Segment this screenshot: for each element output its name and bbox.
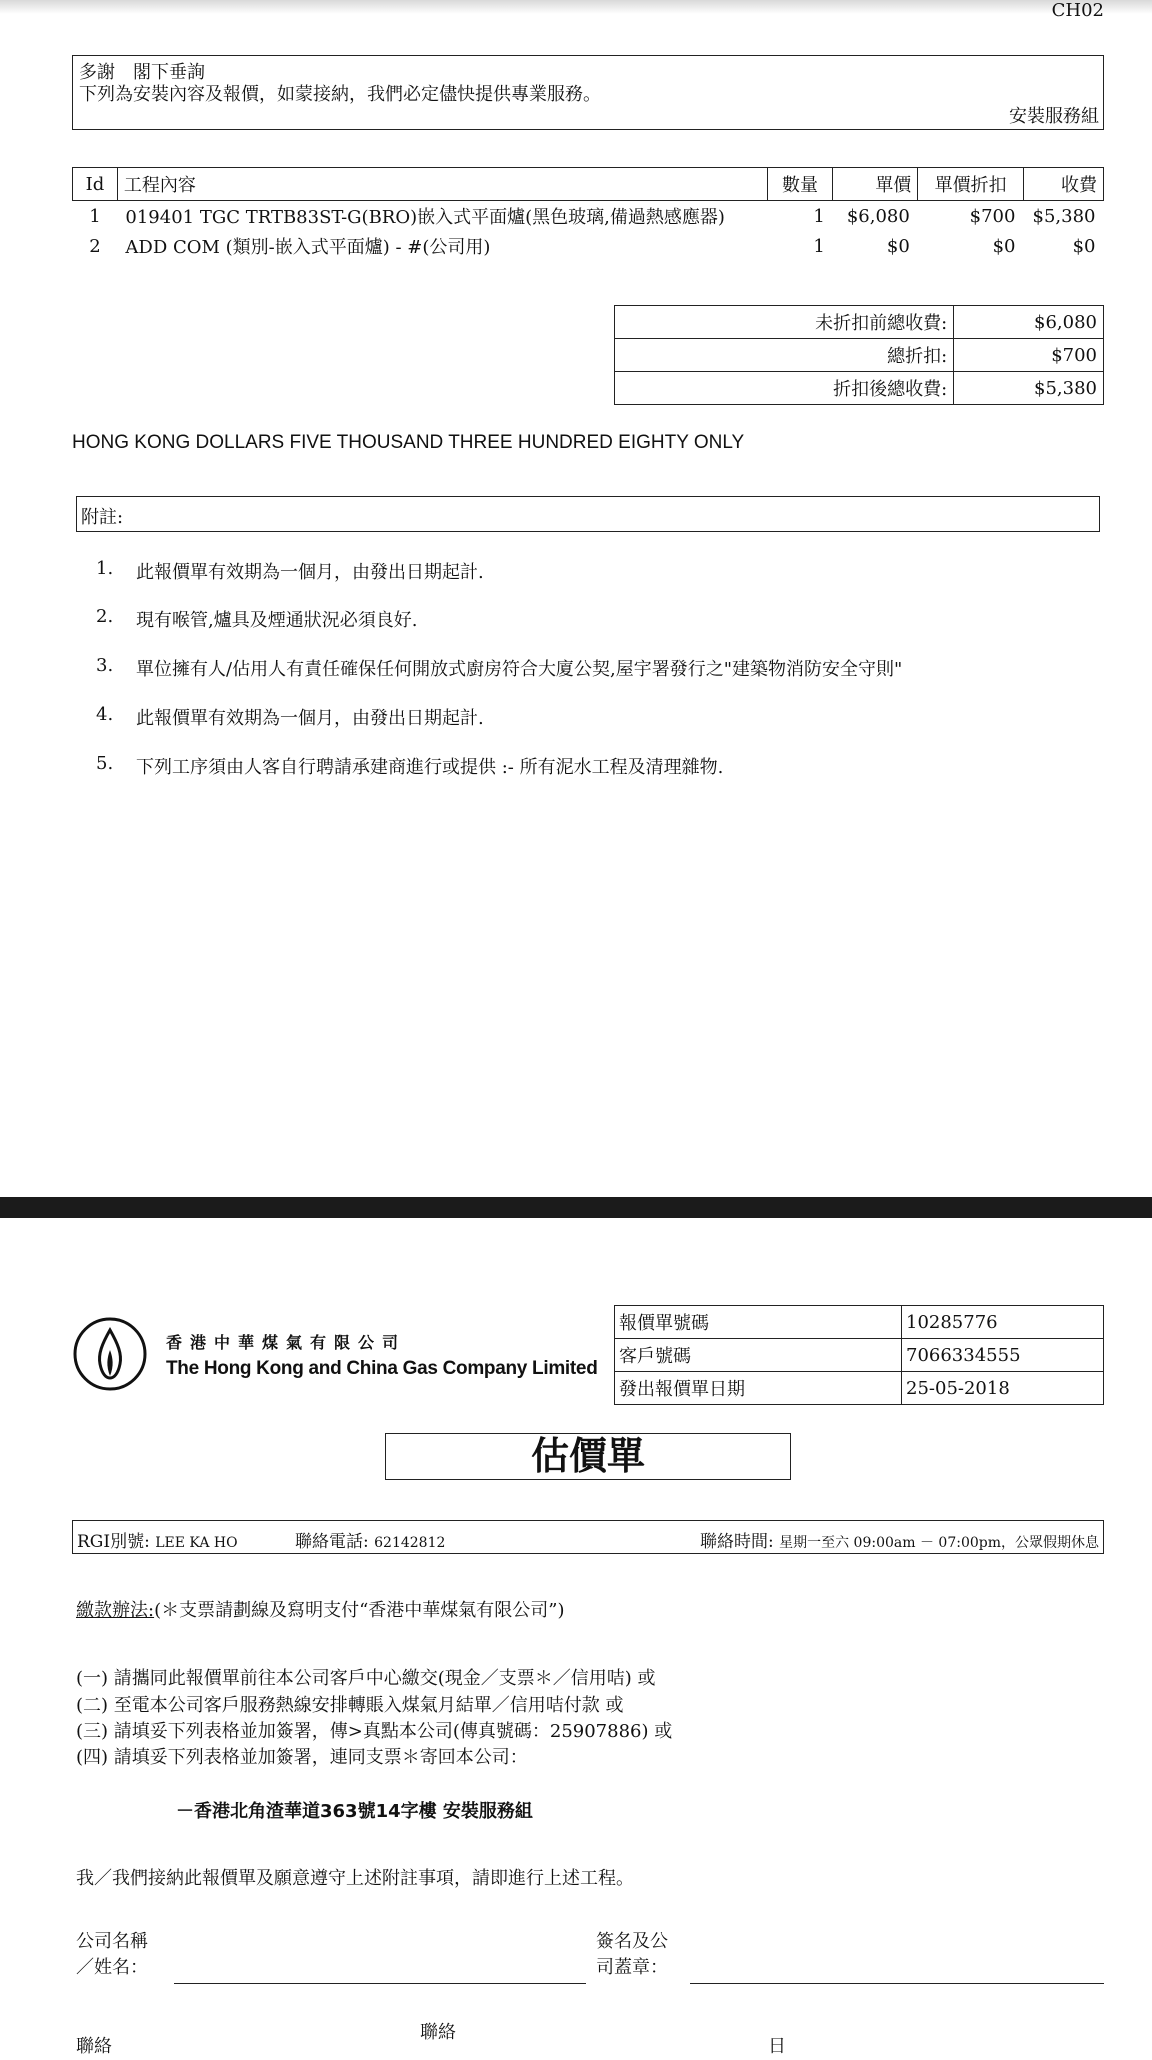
row-charge: $0: [1072, 235, 1096, 257]
signature-line[interactable]: [690, 1983, 1104, 1984]
company-name-en: The Hong Kong and China Gas Company Limited: [166, 1358, 598, 1379]
greeting-signoff: 安裝服務組: [1009, 106, 1099, 127]
company-name-label: 公司名稱 ／姓名：: [76, 1931, 148, 1978]
phone-field: [295, 1527, 445, 1552]
note-number: 3.: [96, 655, 114, 676]
note-text: 現有喉管,爐具及煙通狀況必須良好.: [136, 610, 418, 631]
info-value: 10285776: [902, 1306, 1104, 1339]
notes-label-box: [76, 496, 1100, 532]
company-name-zh: 香港中華煤氣有限公司: [166, 1333, 407, 1352]
payment-option: (二) 至電本公司客戶服務熱線安排轉賬入煤氣月結單／信用咭付款 或: [76, 1695, 624, 1716]
info-label: 客戶號碼: [615, 1339, 902, 1372]
row-description: ADD COM (類別-嵌入式平面爐) - #(公司用): [125, 237, 491, 258]
row-unit-price: $6,080: [846, 205, 910, 227]
contact-label-b: 聯絡: [420, 2022, 456, 2043]
header-description: 工程內容: [117, 168, 767, 201]
info-label: 報價單號碼: [615, 1306, 902, 1339]
hours-label: 聯絡時間:: [699, 1532, 774, 1552]
contact-box: [72, 1520, 1104, 1554]
note-number: 1.: [96, 558, 114, 579]
note-text: 此報價單有效期為一個月，由發出日期起計.: [136, 708, 484, 729]
info-label: 發出報價單日期: [615, 1372, 902, 1405]
totals-row-before-discount: [615, 306, 1104, 339]
amount-in-words: HONG KONG DOLLARS FIVE THOUSAND THREE HUNDRED EIGHTY ONLY: [72, 432, 745, 453]
signature-label: 簽名及公 司蓋章：: [596, 1931, 668, 1978]
acceptance-statement: 我／我們接納此報價單及願意遵守上述附註事項，請即進行上述工程。: [76, 1868, 634, 1889]
row-charge: $5,380: [1032, 205, 1096, 227]
hours-value: 星期一至六 09:00am － 07:00pm，公眾假期休息: [779, 1535, 1099, 1551]
items-header-row: [73, 168, 1104, 201]
phone-value: 62142812: [374, 1535, 446, 1551]
contact-label-a: 聯絡: [76, 2036, 112, 2057]
payment-heading: [76, 1596, 565, 1622]
payment-option: (四) 請填妥下列表格並加簽署，連同支票＊寄回本公司：: [76, 1747, 528, 1768]
row-quantity: 1: [813, 235, 825, 257]
note-text: 此報價單有效期為一個月，由發出日期起計.: [136, 562, 484, 583]
info-row-issue-date: [615, 1372, 1104, 1405]
note-number: 2.: [96, 606, 114, 627]
header-unit-price: 單價: [833, 168, 918, 201]
note-number: 4.: [96, 704, 114, 725]
rgi-value: LEE KA HO: [155, 1535, 238, 1551]
greeting-line-2: 下列為安裝內容及報價，如蒙接納，我們必定儘快提供專業服務。: [79, 84, 601, 105]
totals-label: 未折扣前總收費:: [615, 306, 954, 339]
quote-info-table: [614, 1305, 1104, 1405]
totals-label: 總折扣:: [615, 339, 954, 372]
totals-value: $5,380: [954, 372, 1104, 405]
payment-option: (三) 請填妥下列表格並加簽署，傳>真點本公司(傳真號碼：25907886) 或: [76, 1721, 673, 1742]
totals-table: [614, 305, 1104, 405]
payment-note: (＊支票請劃線及寫明支付“香港中華煤氣有限公司”): [154, 1600, 565, 1621]
table-row: [73, 231, 1104, 261]
row-quantity: 1: [813, 205, 825, 227]
totals-row-discount: [615, 339, 1104, 372]
row-id: 2: [89, 235, 101, 257]
totals-value: $6,080: [954, 306, 1104, 339]
info-value: 25-05-2018: [902, 1372, 1104, 1405]
row-id: 1: [89, 205, 101, 227]
totals-label: 折扣後總收費:: [615, 372, 954, 405]
mailing-address: －香港北角渣華道363號14字樓 安裝服務組: [176, 1801, 533, 1822]
flame-logo-icon: [72, 1316, 148, 1392]
note-number: 5.: [96, 753, 114, 774]
rgi-label: RGI別號:: [77, 1532, 150, 1552]
payment-title: 繳款辦法:: [76, 1600, 155, 1621]
note-text: 下列工序須由人客自行聘請承建商進行或提供 :- 所有泥水工程及清理雜物.: [136, 757, 724, 778]
row-description: 019401 TGC TRTB83ST-G(BRO)嵌入式平面爐(黑色玻璃,備過熱感應器): [125, 207, 725, 228]
page-divider: [0, 1197, 1152, 1218]
note-text: 單位擁有人/佔用人有責任確保任何開放式廚房符合大廈公契,屋宇署發行之"建築物消防安全守則": [136, 659, 903, 680]
date-label: 日: [768, 2036, 786, 2057]
greeting-line-1: 多謝 閣下垂詢: [79, 62, 205, 83]
info-row-quote-number: [615, 1306, 1104, 1339]
page-code: CH02: [1051, 0, 1104, 21]
greeting-box: [72, 55, 1104, 130]
row-discount: $0: [992, 235, 1016, 257]
hours-field: [700, 1527, 1099, 1552]
header-quantity: 數量: [767, 168, 833, 201]
table-row: [73, 201, 1104, 232]
totals-row-after-discount: [615, 372, 1104, 405]
header-unit-discount: 單價折扣: [918, 168, 1024, 201]
info-row-customer-number: [615, 1339, 1104, 1372]
header-charge: 收費: [1023, 168, 1103, 201]
totals-value: $700: [954, 339, 1104, 372]
payment-option: (一) 請攜同此報價單前往本公司客戶中心繳交(現金／支票＊／信用咭) 或: [76, 1668, 656, 1689]
items-table: [72, 167, 1104, 261]
company-name-line[interactable]: [174, 1983, 586, 1984]
notes-label: 附註:: [81, 507, 124, 528]
row-discount: $700: [969, 205, 1016, 227]
info-value: 7066334555: [902, 1339, 1104, 1372]
phone-label: 聯絡電話:: [295, 1532, 369, 1552]
top-shade: [0, 0, 1152, 14]
form-title: 估價單: [385, 1433, 791, 1480]
rgi-field: [77, 1527, 238, 1552]
header-id: Id: [73, 168, 118, 201]
row-unit-price: $0: [886, 235, 910, 257]
